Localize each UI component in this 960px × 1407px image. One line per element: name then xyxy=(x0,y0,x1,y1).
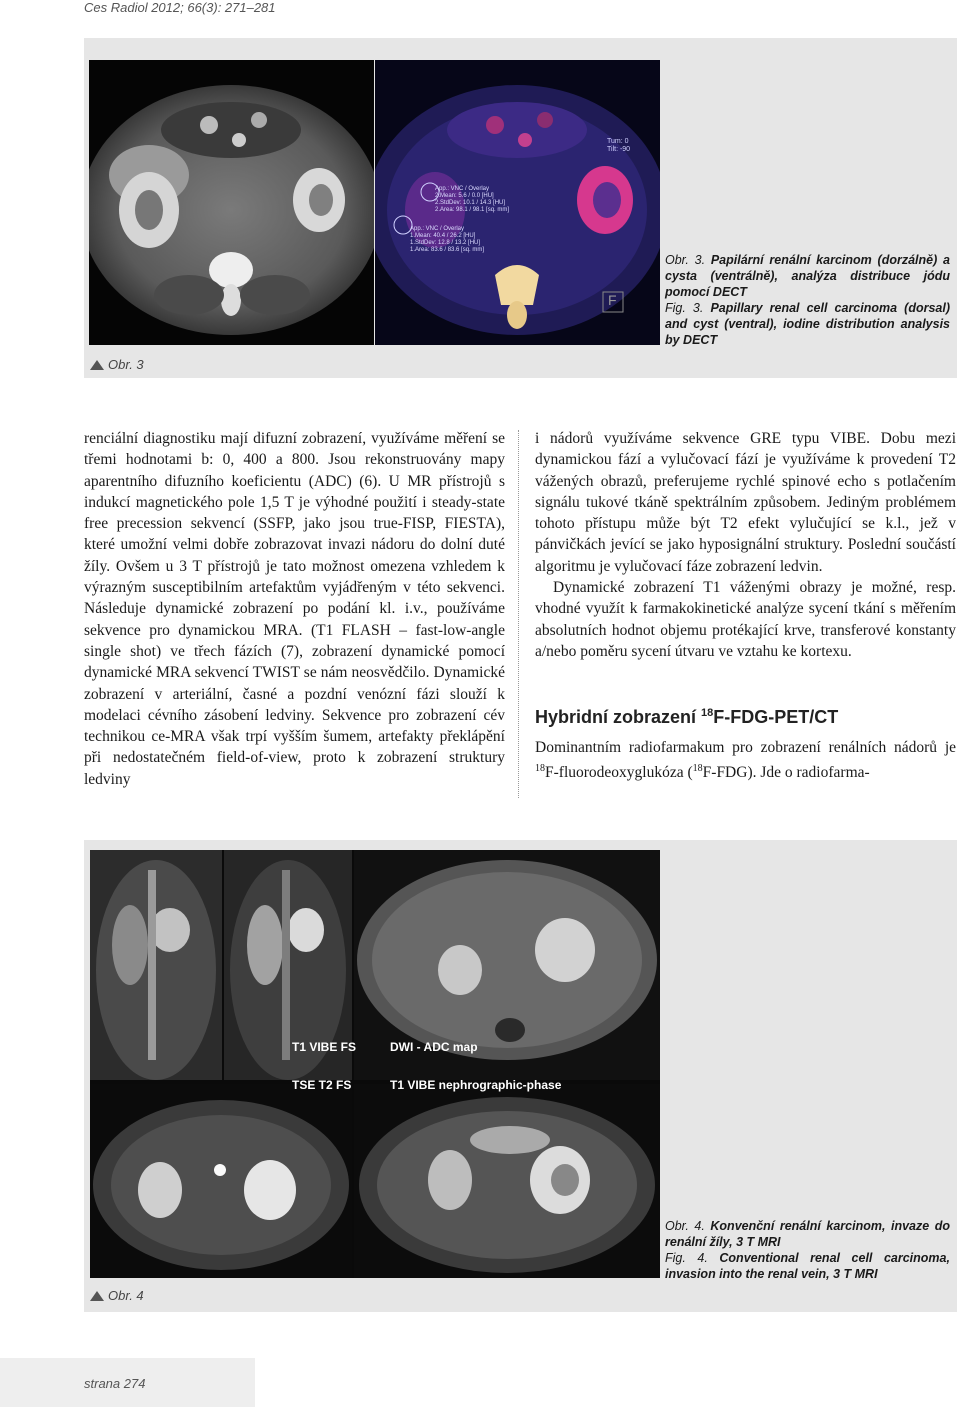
body-paragraph: renciální diagnostiku mají difuzní zobrazení, využíváme měření se třemi hodnotami b: 0, 400 a 800. Jsou rekonstruovány mapy aparentního difuzního koeficientu (ADC) (6). U MR přístrojů s indukcí magnetického pole 1,5 T je výhodné použití i steady-state free precession sekvencí (SSFP, jako jsou true-FISP, FIESTA), které umožní velmi dobře zobrazovat invazi nádoru do dolní duté žíly. Ovšem u 3 T přístrojů je tato možnost omezena vzhledem k výrazným susceptibilním artefaktům vyjádřeným v této sekvenci. Následuje dynamické zobrazení po podání kl. i.v., používáme sekvence pro dynamickou MRA. (T1 FLASH – fast-low-angle single shot) ve třech fázích (7), zobrazení dynamické pomocí dynamické MRA sekvencí TWIST se nám neosvědčilo. Dynamické zobrazení v arteriální, časné a pozdní venózní fázi slouží k modelaci cévního zásobení ledviny. Sekvence pro zobrazení cév technikou ce-MRA však trpí vyšším šumem, artefakty překlápění při nedostatečném field-of-view, proto k zobrazení struktury ledviny xyxy=(84,430,505,788)
roi-1-line: 1.Area: 83.6 / 83.6 [sq. mm] xyxy=(410,247,485,253)
caption-text-cz: Papilární renální karcinom (dorzálně) a cysta (ventrálně), analýza distribuce jódu pomocí DECT xyxy=(665,253,950,299)
figure-4-mri-composite xyxy=(90,850,660,1278)
figure-3-caption xyxy=(665,252,950,348)
caption-text-cz: Konvenční renální karcinom, invaze do renální žíly, 3 T MRI xyxy=(665,1219,951,1249)
superscript: 18 xyxy=(535,763,545,775)
caption-text-en: Conventional renal cell carcinoma, invasion into the renal vein, 3 T MRI xyxy=(665,1251,950,1281)
page-number: strana 274 xyxy=(84,1376,146,1391)
heading-text: Hybridní zobrazení xyxy=(535,707,702,727)
body-paragraph: i nádorů využíváme sekvence GRE typu VIBE. Dobu mezi dynamickou fází a vylučovací fází je využíváme k provedení T2 vážených obrazů, preferujeme rychlé spinové echo s potlačením signálu tukové tkáně spektrálním způsobem. Jediným problémem tohoto přístupu může být T2 efekt vylučující se k.l., jež v pánvičkách jevící se jako hyposignální struktury. Poslední součástí algoritmu je vylučovací fáze zobrazení ledvin. xyxy=(535,430,956,575)
ct-view-turn: Tum: 0 xyxy=(607,138,629,145)
figure-3-caption-cz xyxy=(665,252,950,300)
caption-number: Fig. 4. xyxy=(665,1251,708,1265)
roi-1-line: App.: VNC / Overlay xyxy=(410,226,465,232)
roi-2-line: 2.Area: 98.1 / 98.1 [sq. mm] xyxy=(435,207,510,213)
roi-1-line: 1.Mean: 40.4 / 26.2 [HU] xyxy=(410,233,476,239)
body-paragraph xyxy=(535,737,956,784)
column-divider xyxy=(518,430,519,798)
body-paragraph: Dynamické zobrazení T1 váženými obrazy je možné, resp. vhodné využít k farmakokinetické analýze sycení tkání s měřením absolutních hodnot objemu protékající krve, transferové konstanty a/nebo poměru sycení útvaru ve vztahu ke kortexu. xyxy=(535,579,956,660)
left-column-text xyxy=(84,428,505,790)
roi-2-line: App.: VNC / Overlay xyxy=(435,186,490,192)
figure-3-label xyxy=(90,357,144,372)
figure-4-caption-en xyxy=(665,1250,950,1282)
superscript: 18 xyxy=(692,763,703,775)
figure-3-ct-grayscale xyxy=(89,60,374,345)
figure-4-caption-cz xyxy=(665,1218,950,1250)
roi-2-line: 2.Mean: 5.6 / 0.0 [HU] xyxy=(435,193,494,199)
figure-3-caption-en xyxy=(665,300,950,348)
label-tse-t2-fs: TSE T2 FS xyxy=(292,1078,352,1092)
caption-number: Obr. 4. xyxy=(665,1219,705,1233)
section-heading xyxy=(535,707,838,728)
figure-4-label-text: Obr. 4 xyxy=(108,1288,144,1303)
text-run: F-FDG). Jde o radiofarma- xyxy=(702,764,870,782)
ct-view-tilt: Tilt: -90 xyxy=(607,146,631,153)
text-run: Dominantním radiofarmakum pro zobrazení renálních nádorů je xyxy=(535,739,956,756)
roi-1-line: 1.StdDev: 12.8 / 13.2 [HU] xyxy=(410,240,481,246)
triangle-up-icon xyxy=(90,1291,104,1301)
right-column-text xyxy=(535,428,956,662)
figure-3-ct-iodine-overlay xyxy=(375,60,660,345)
caption-text-en: Papillary renal cell carcinoma (dorsal) and cyst (ventral), iodine distribution analysis by DECT xyxy=(665,301,950,347)
heading-text: F-FDG-PET/CT xyxy=(713,707,839,727)
caption-number: Fig. 3. xyxy=(665,301,704,315)
triangle-up-icon xyxy=(90,360,104,370)
figure-4-caption xyxy=(665,1218,950,1282)
label-t1-vibe-nephrographic: T1 VIBE nephrographic-phase xyxy=(390,1078,562,1092)
roi-2-line: 2.StdDev: 10.1 / 14.3 [HU] xyxy=(435,200,506,206)
heading-superscript: 18 xyxy=(701,707,714,719)
ct-view-indicator xyxy=(607,138,630,154)
text-run: F-fluorodeoxyglukóza ( xyxy=(545,764,693,782)
right-column-text-after-heading xyxy=(535,737,956,784)
figure-4-label xyxy=(90,1288,144,1303)
roi-2-readout xyxy=(435,186,509,214)
label-t1-vibe-fs: T1 VIBE FS xyxy=(292,1040,357,1054)
caption-number: Obr. 3. xyxy=(665,253,706,267)
running-head: Ces Radiol 2012; 66(3): 271–281 xyxy=(84,0,276,15)
ct-marker-letter: F xyxy=(608,292,617,308)
label-dwi-adc: DWI - ADC map xyxy=(390,1040,478,1054)
roi-1-readout xyxy=(410,226,484,254)
figure-3-label-text: Obr. 3 xyxy=(108,357,144,372)
